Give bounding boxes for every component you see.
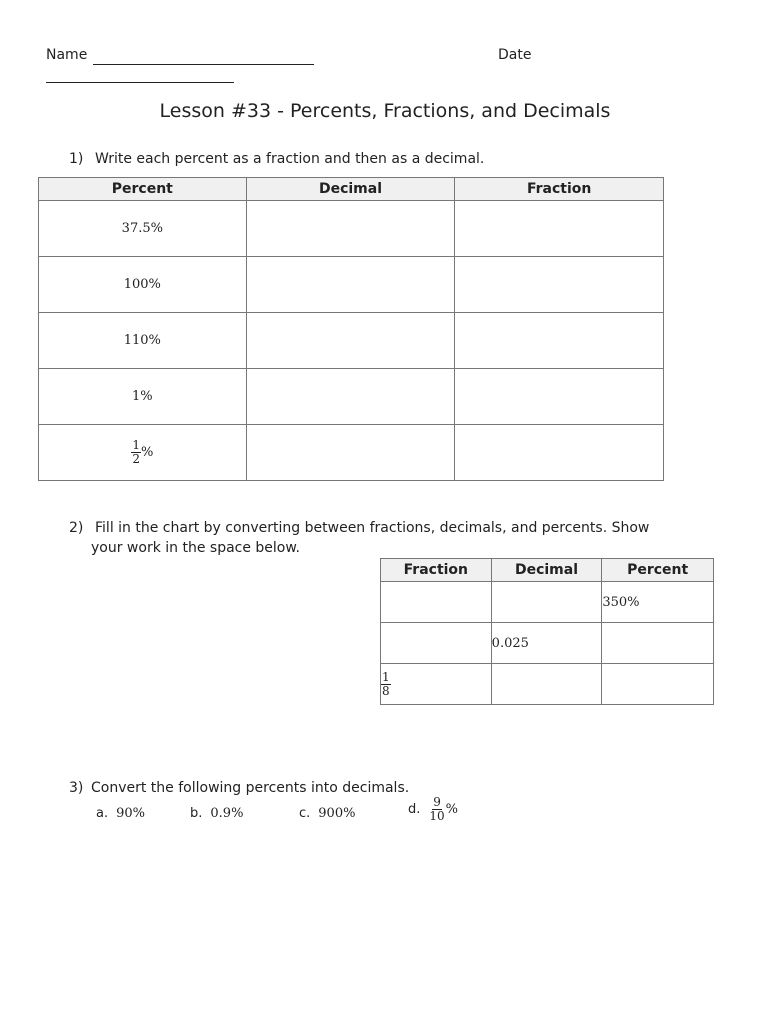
q2-header-percent: Percent xyxy=(602,559,714,582)
q1-fraction-answer-cell[interactable] xyxy=(455,369,664,425)
q2-table xyxy=(380,558,714,705)
question-2-text-line-1: Fill in the chart by converting between fractions, decimals, and percents. Show xyxy=(95,520,650,536)
list-item xyxy=(408,796,458,823)
fraction xyxy=(381,671,391,698)
q1-fraction-answer-cell[interactable] xyxy=(455,313,664,369)
table-row xyxy=(39,313,664,369)
q2-decimal-cell: 0.025 xyxy=(491,623,602,664)
list-item xyxy=(96,806,145,821)
name-blank-line[interactable] xyxy=(93,64,314,65)
q1-header-decimal: Decimal xyxy=(246,178,455,201)
q2-header-decimal: Decimal xyxy=(491,559,602,582)
item-value: 90% xyxy=(116,806,146,821)
item-letter: d. xyxy=(408,802,421,817)
question-3 xyxy=(69,780,409,796)
table-row xyxy=(39,369,664,425)
fraction-denominator: 8 xyxy=(382,683,390,698)
date-label: Date xyxy=(498,47,532,63)
q2-decimal-answer-cell[interactable] xyxy=(491,664,602,705)
table-row xyxy=(381,623,714,664)
percent-sign: % xyxy=(140,445,154,460)
table-row xyxy=(39,425,664,481)
list-item xyxy=(299,806,355,821)
question-2-number: 2) xyxy=(69,520,84,536)
fraction-denominator: 10 xyxy=(429,809,445,823)
question-1-text: Write each percent as a fraction and then as a decimal. xyxy=(95,151,485,167)
q2-decimal-answer-cell[interactable] xyxy=(491,582,602,623)
table-row xyxy=(39,201,664,257)
q2-percent-answer-cell[interactable] xyxy=(602,623,714,664)
question-1 xyxy=(69,151,484,167)
q2-percent-cell: 350% xyxy=(602,582,714,623)
question-2-text-line-2: your work in the space below. xyxy=(91,540,300,556)
list-item xyxy=(190,806,243,821)
fraction-numerator: 9 xyxy=(433,795,441,809)
q2-table-header-row xyxy=(381,559,714,582)
item-value: 0.9% xyxy=(210,806,244,821)
q2-header-fraction: Fraction xyxy=(381,559,492,582)
question-3-text: Convert the following percents into decimals. xyxy=(91,780,410,796)
date-blank-line[interactable] xyxy=(46,82,234,83)
q1-percent-cell: 1% xyxy=(39,369,247,425)
q1-fraction-answer-cell[interactable] xyxy=(455,425,664,481)
fraction-numerator: 1 xyxy=(382,669,390,684)
question-3-number: 3) xyxy=(69,780,84,796)
table-row xyxy=(381,582,714,623)
table-row xyxy=(39,257,664,313)
q1-table-header-row xyxy=(39,178,664,201)
q1-fraction-answer-cell[interactable] xyxy=(455,201,664,257)
item-letter: c. xyxy=(299,806,311,821)
q2-fraction-answer-cell[interactable] xyxy=(381,582,492,623)
table-row xyxy=(381,664,714,705)
q1-decimal-answer-cell[interactable] xyxy=(246,313,455,369)
q1-percent-cell: 37.5% xyxy=(39,201,247,257)
fraction xyxy=(131,439,141,466)
q1-decimal-answer-cell[interactable] xyxy=(246,425,455,481)
question-2 xyxy=(69,520,649,536)
q1-percent-cell xyxy=(39,425,247,481)
q1-fraction-answer-cell[interactable] xyxy=(455,257,664,313)
q1-decimal-answer-cell[interactable] xyxy=(246,257,455,313)
q2-fraction-cell xyxy=(381,664,492,705)
item-letter: b. xyxy=(190,806,203,821)
item-value: 900% xyxy=(318,806,356,821)
q1-percent-cell: 100% xyxy=(39,257,247,313)
q1-header-fraction: Fraction xyxy=(455,178,664,201)
percent-sign: % xyxy=(445,802,459,817)
q1-percent-cell: 110% xyxy=(39,313,247,369)
q1-table xyxy=(38,177,664,481)
question-1-number: 1) xyxy=(69,151,84,167)
q1-header-percent: Percent xyxy=(39,178,247,201)
name-label: Name xyxy=(46,47,88,63)
q2-fraction-answer-cell[interactable] xyxy=(381,623,492,664)
page-title: Lesson #33 - Percents, Fractions, and Decimals xyxy=(159,100,611,122)
q1-decimal-answer-cell[interactable] xyxy=(246,369,455,425)
q1-decimal-answer-cell[interactable] xyxy=(246,201,455,257)
q2-percent-answer-cell[interactable] xyxy=(602,664,714,705)
item-letter: a. xyxy=(96,806,109,821)
fraction-numerator: 1 xyxy=(132,438,140,452)
fraction-denominator: 2 xyxy=(132,452,140,466)
fraction xyxy=(428,796,445,823)
